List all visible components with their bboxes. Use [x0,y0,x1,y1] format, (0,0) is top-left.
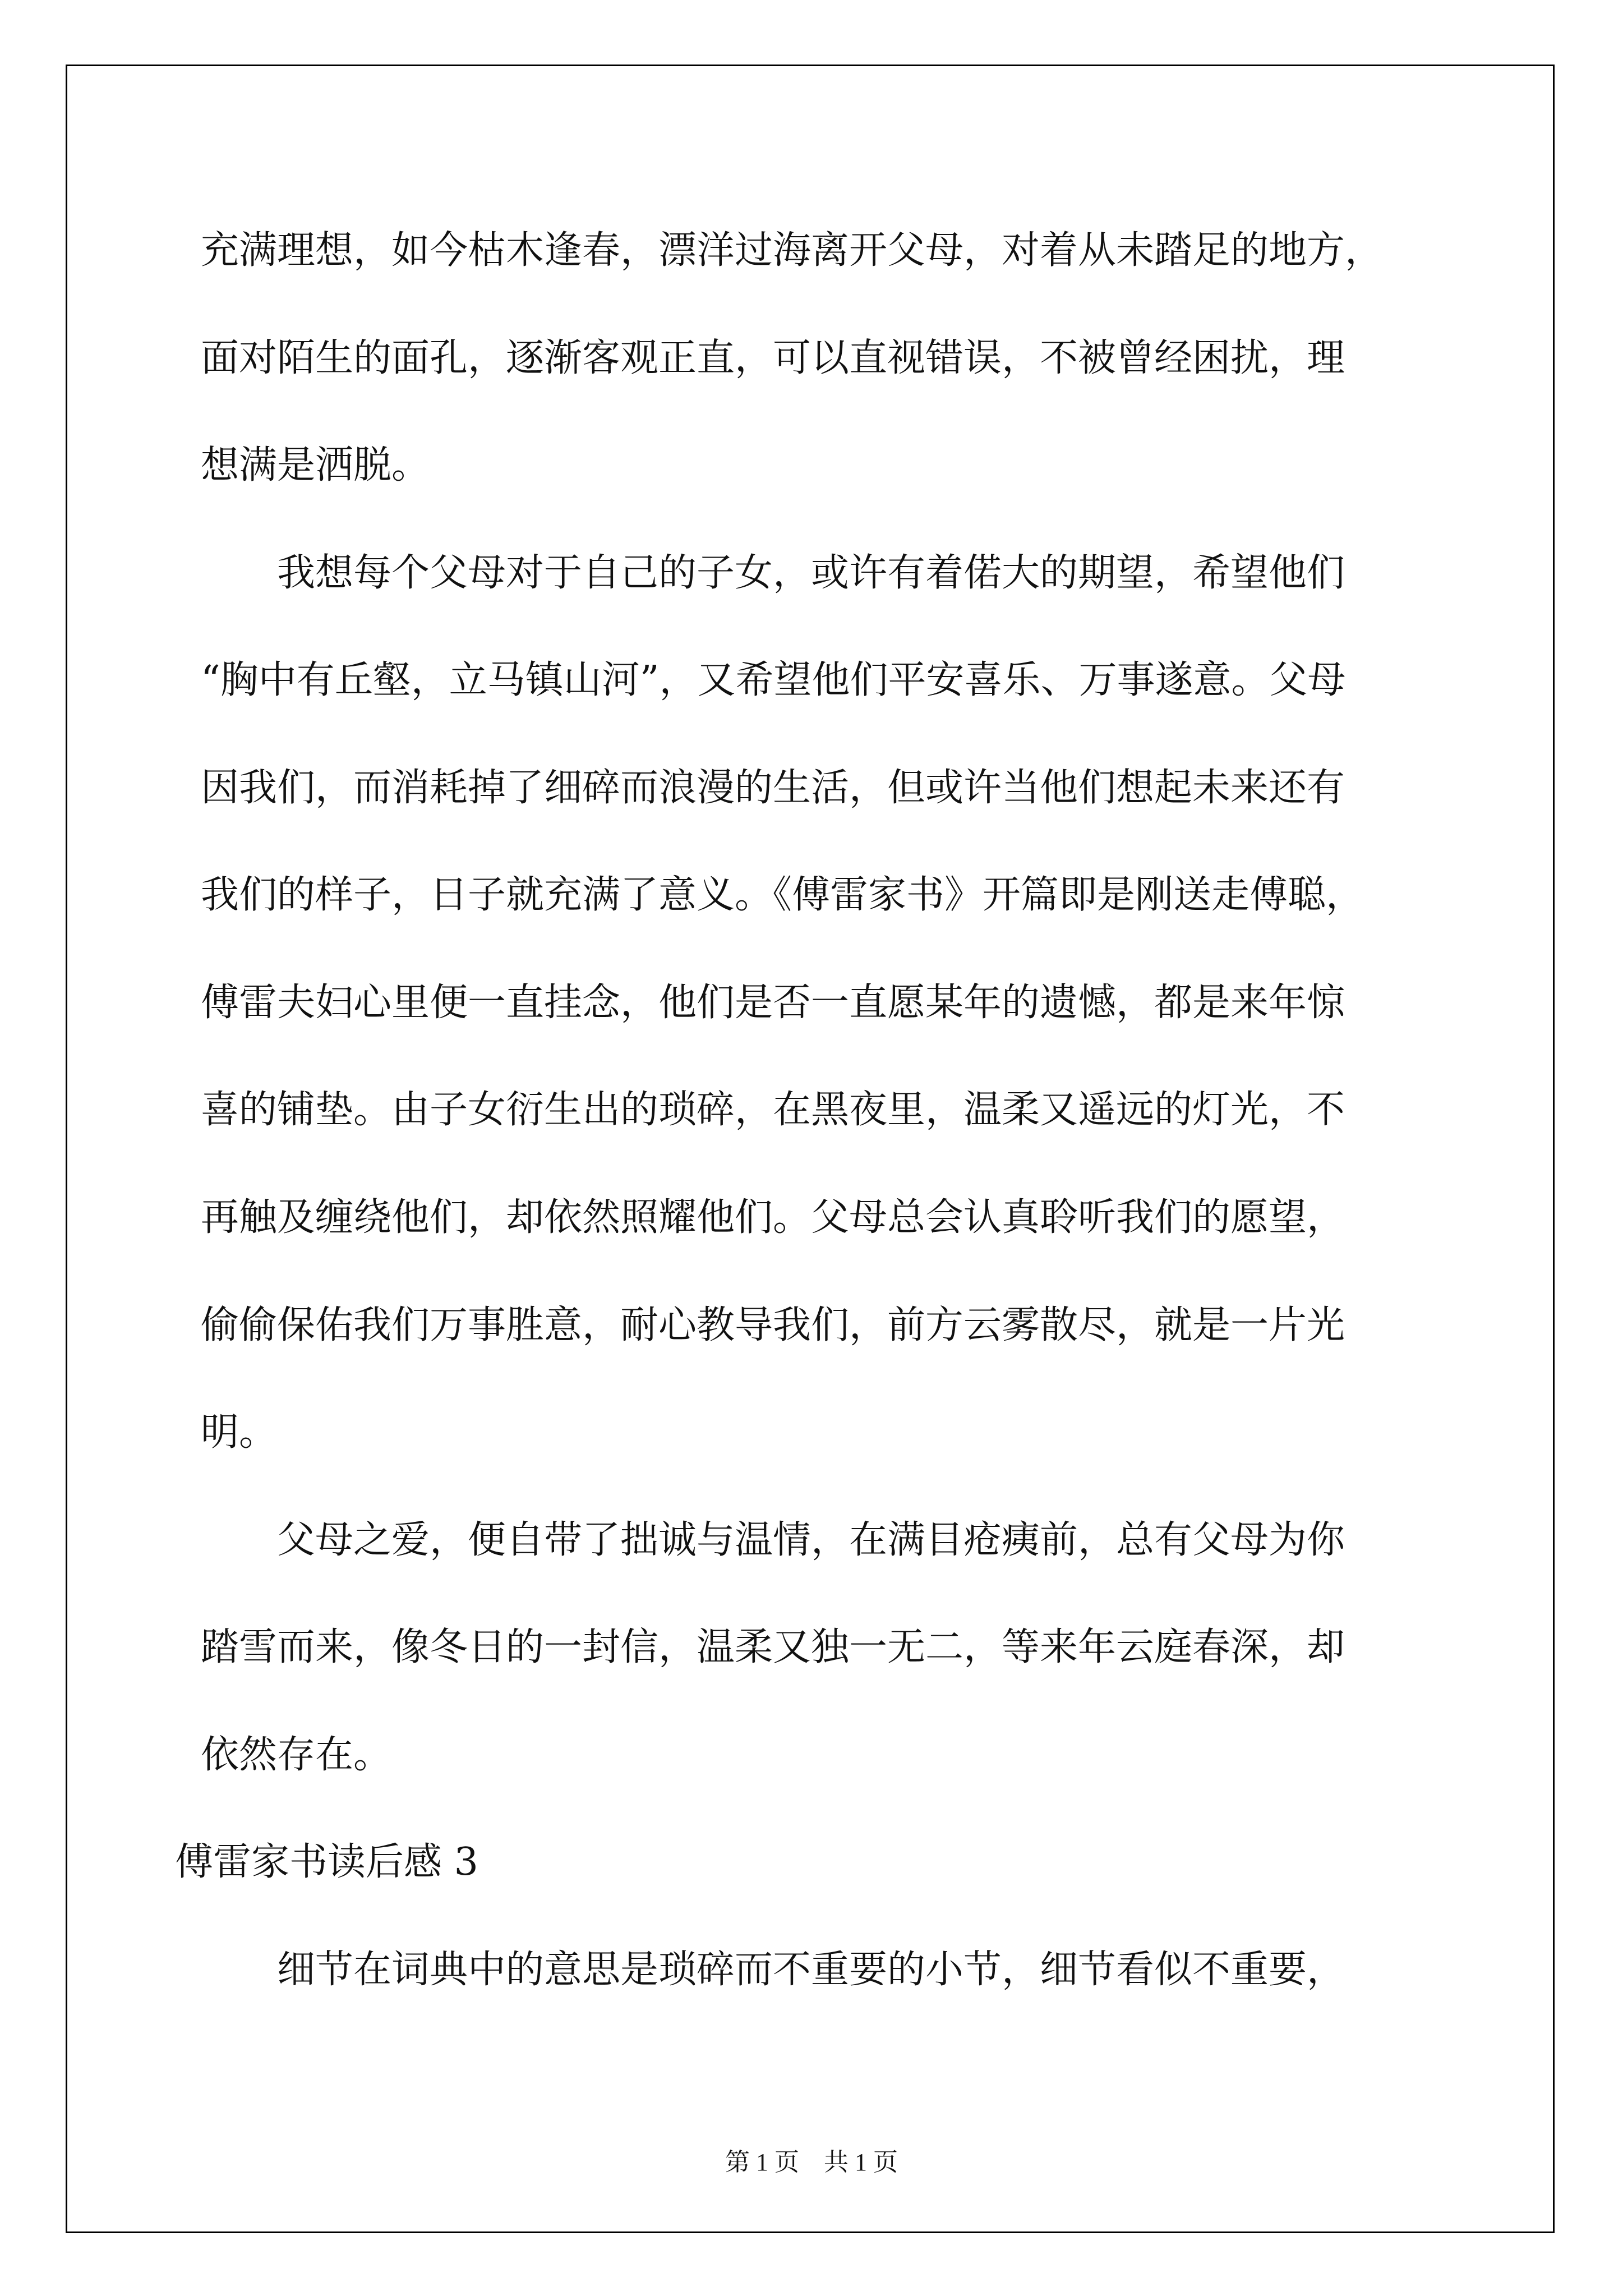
page-border [66,65,1555,2233]
text-line: “胸中有丘壑，立马镇山河”，又希望他们平安喜乐、万事遂意。父母 [201,658,1346,702]
text-line: 父母之爱，便自带了拙诚与温情，在满目疮痍前，总有父母为你 [201,1518,1345,1562]
text-line: 想满是洒脱。 [201,443,430,487]
text-line: 明。 [201,1410,278,1455]
text-line: 面对陌生的面孔，逐渐客观正直，可以直视错误，不被曾经困扰，理 [201,336,1345,380]
section-heading: 傅雷家书读后感 3 [175,1840,478,1884]
page-footer: 第 1 页 共 1 页 [725,2148,898,2176]
text-line: 喜的铺垫。由子女衍生出的琐碎，在黑夜里，温柔又遥远的灯光，不 [201,1088,1345,1132]
text-line: 傅雷夫妇心里便一直挂念，他们是否一直愿某年的遗憾，都是来年惊 [201,981,1345,1025]
text-line: 再触及缠绕他们，却依然照耀他们。父母总会认真聆听我们的愿望， [201,1195,1345,1240]
text-line: 细节在词典中的意思是琐碎而不重要的小节，细节看似不重要， [201,1948,1345,1992]
text-line: 我们的样子，日子就充满了意义。《傅雷家书》开篇即是刚送走傅聪， [201,873,1364,917]
text-line: 我想每个父母对于自己的子女，或许有着偌大的期望，希望他们 [201,551,1345,595]
text-line: 依然存在。 [201,1733,392,1777]
text-line: 因我们，而消耗掉了细碎而浪漫的生活，但或许当他们想起未来还有 [201,766,1345,810]
text-line: 偷偷保佑我们万事胜意，耐心教导我们，前方云雾散尽，就是一片光 [201,1303,1345,1347]
text-line: 踏雪而来，像冬日的一封信，温柔又独一无二，等来年云庭春深，却 [201,1625,1345,1669]
text-line: 充满理想，如今枯木逢春，漂洋过海离开父母，对着从未踏足的地方， [201,228,1384,273]
